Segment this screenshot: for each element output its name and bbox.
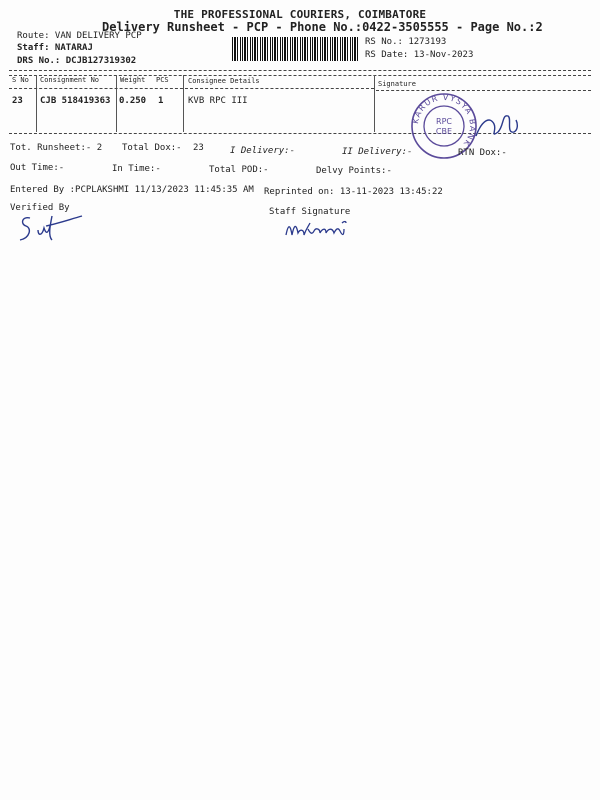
col-header-weight: Weight — [120, 76, 146, 84]
row-consignment-no: CJB 518419363 — [40, 96, 111, 106]
delivery-signature — [472, 110, 522, 144]
stamp-ring-text: KARUR VYSYA BANK — [411, 92, 478, 149]
header-underline — [9, 88, 374, 89]
total-dox-label: Total Dox:- — [122, 143, 182, 153]
tot-runsheet: Tot. Runsheet:- 2 — [10, 143, 103, 153]
staff-signature — [284, 217, 352, 241]
row-sno: 23 — [12, 96, 23, 106]
total-dox-value: 23 — [193, 143, 204, 153]
rs-date: RS Date: 13-Nov-2023 — [365, 50, 474, 60]
stamp-line-2: CBE — [435, 127, 453, 136]
total-pod: Total POD:- — [209, 165, 269, 175]
route-label: Route: VAN DELIVERY PCP — [17, 31, 142, 41]
verifier-signature — [16, 212, 86, 244]
verified-by-label: Verified By — [10, 203, 70, 213]
col-header-pcs: PCS — [156, 76, 169, 84]
col-divider — [116, 75, 117, 132]
runsheet-subtitle: Delivery Runsheet - PCP - Phone No.:0422-3505555 - Page No.:2 — [102, 20, 543, 34]
entered-by: Entered By :PCPLAKSHMI 11/13/2023 11:45:35 AM — [10, 185, 254, 195]
table-top-rule — [9, 70, 591, 71]
reprinted-on: Reprinted on: 13-11-2023 13:45:22 — [264, 187, 443, 197]
barcode — [232, 37, 358, 61]
col-divider — [374, 75, 375, 132]
delvy-points: Delvy Points:- — [316, 166, 392, 176]
row-pcs: 1 — [158, 96, 164, 106]
ii-delivery: II Delivery:- — [342, 147, 413, 157]
col-divider — [36, 75, 37, 132]
out-time: Out Time:- — [10, 163, 65, 173]
stamp-line-1: RPC — [436, 117, 452, 126]
col-header-consignee: Consignee Details — [188, 77, 260, 85]
rtn-dox: RTN Dox:- — [458, 148, 507, 158]
row-consignee: KVB RPC III — [188, 96, 248, 106]
row-weight: 0.250 — [119, 96, 147, 106]
col-header-signature: Signature — [378, 80, 416, 88]
staff-label: Staff: NATARAJ — [17, 43, 93, 53]
company-title: THE PROFESSIONAL COURIERS, COIMBATORE — [173, 8, 427, 21]
col-header-sno: S No — [12, 76, 29, 84]
drs-number: DRS No.: DCJB127319302 — [17, 56, 137, 66]
rs-number: RS No.: 1273193 — [365, 37, 447, 47]
signature-underline — [376, 90, 591, 91]
col-divider — [183, 75, 184, 132]
col-header-consignment: Consignment No — [40, 76, 100, 84]
in-time: In Time:- — [112, 164, 161, 174]
i-delivery: I Delivery:- — [230, 146, 296, 156]
staff-signature-label: Staff Signature — [269, 207, 351, 217]
